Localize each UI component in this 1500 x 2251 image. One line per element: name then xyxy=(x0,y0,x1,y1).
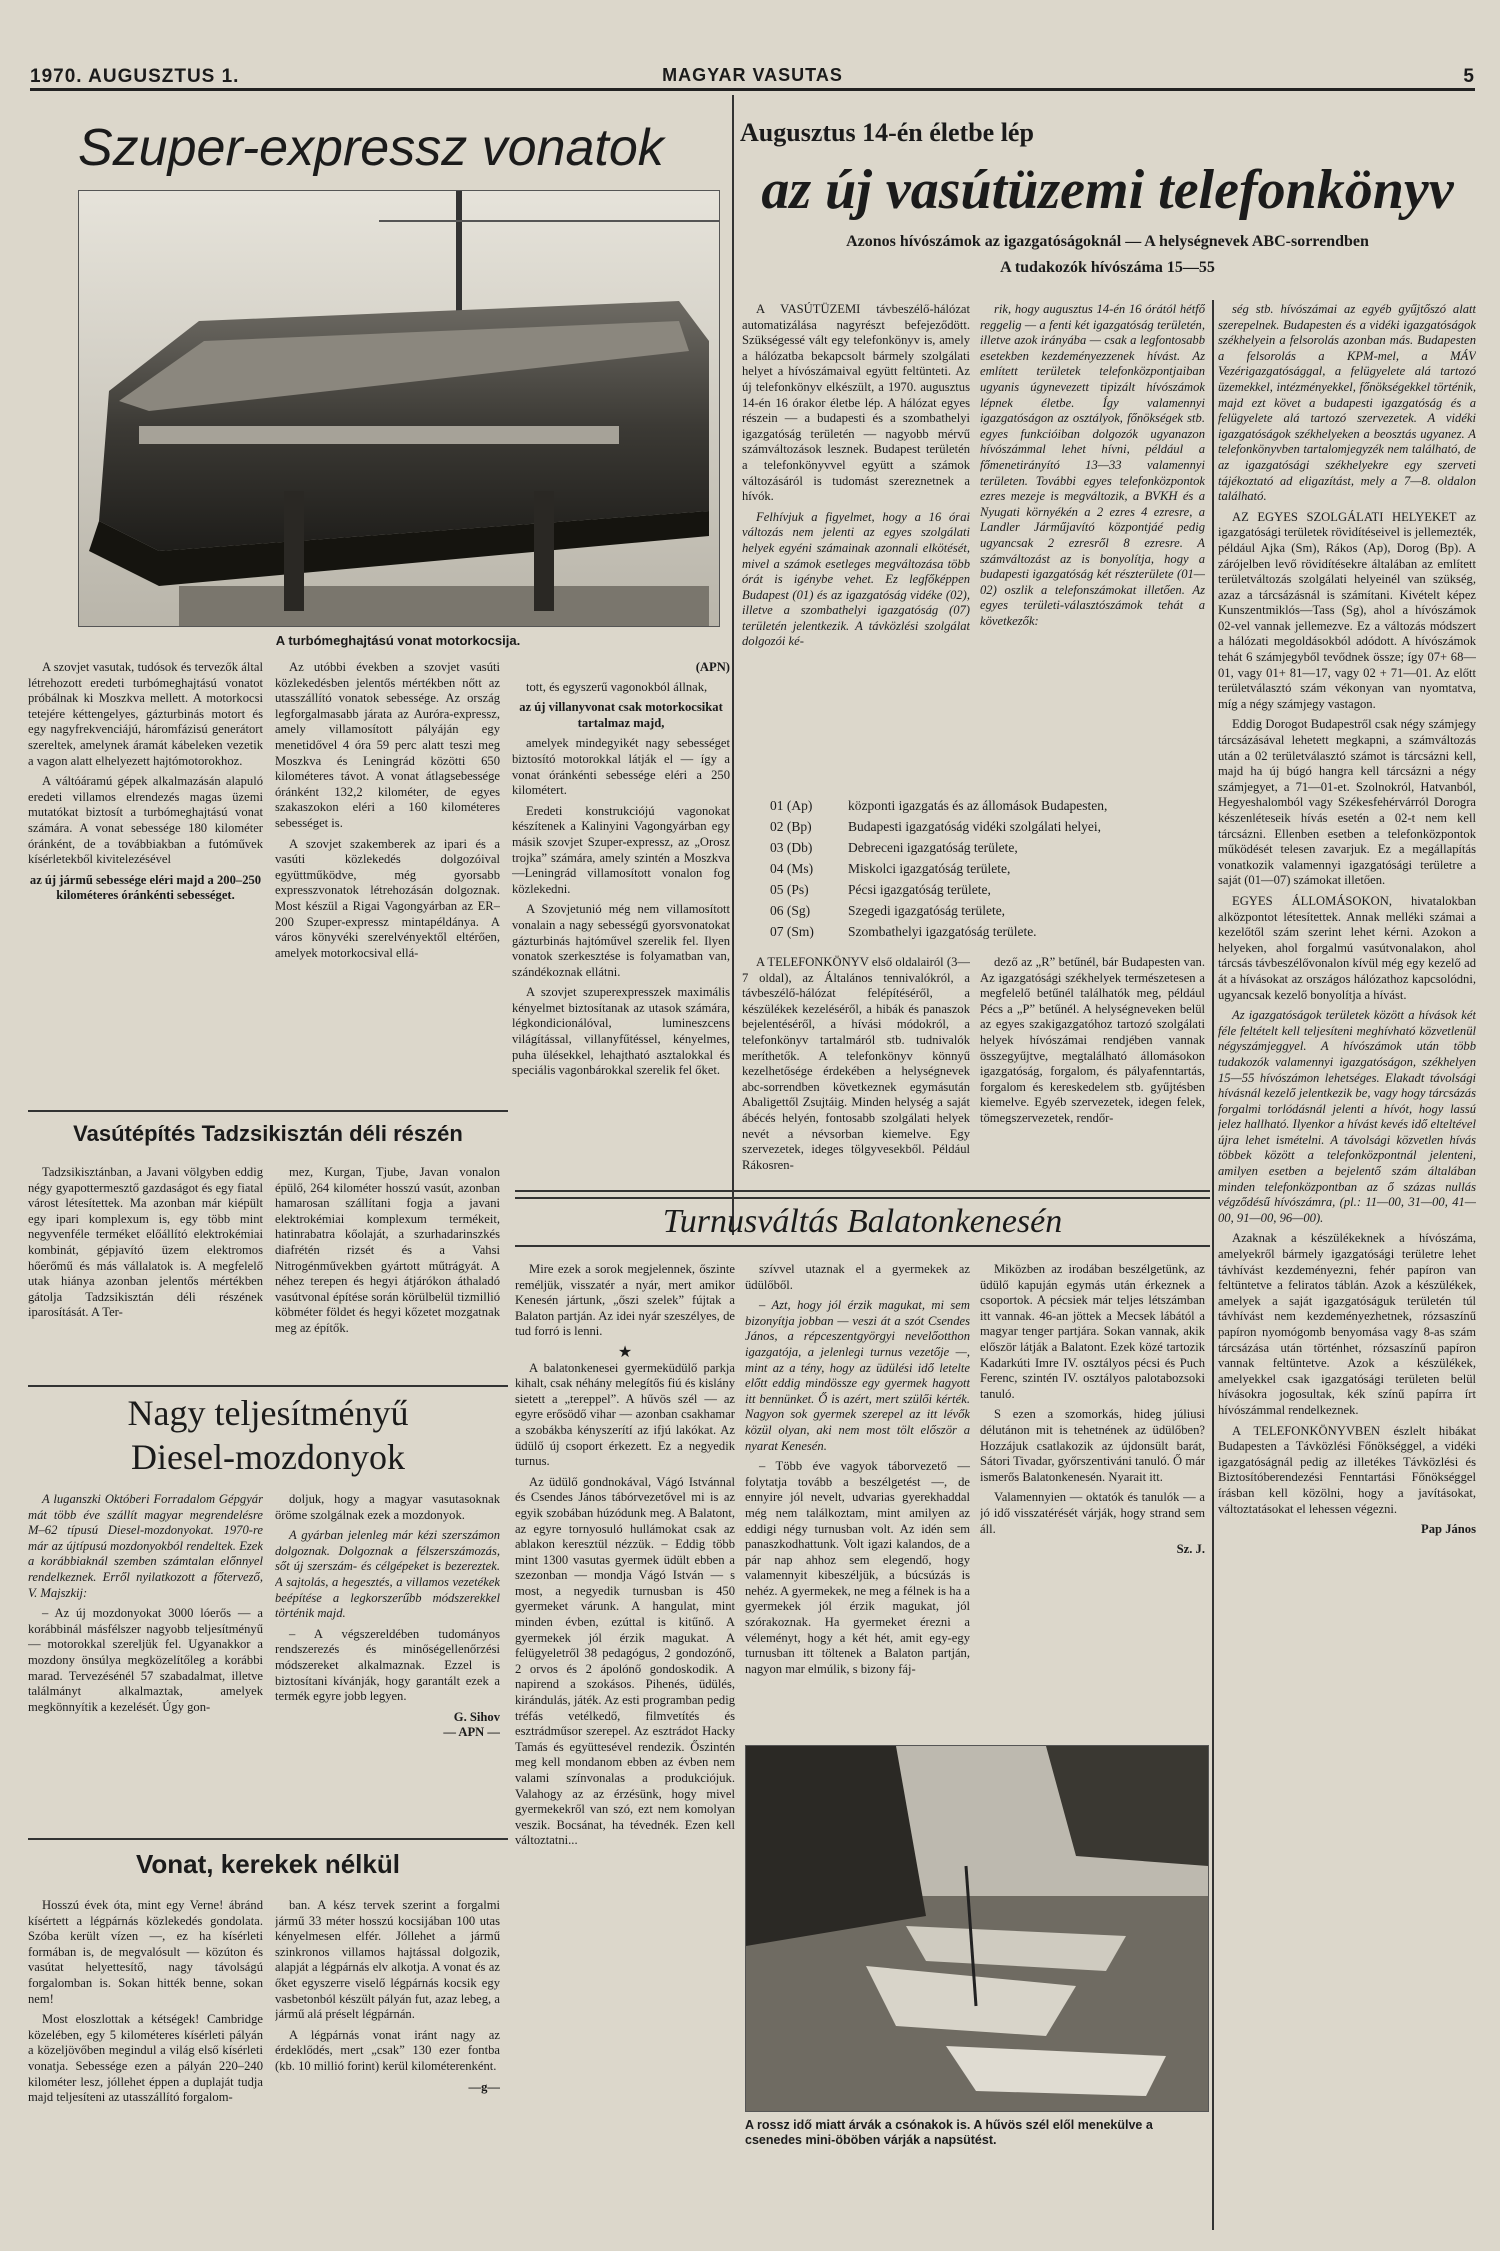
telefon-subtitle-2: A tudakozók hívószáma 15—55 xyxy=(1000,259,1215,276)
boats-photo xyxy=(745,1745,1209,2112)
telefon-paragraph: Azaknak a készülékeknek a hívószáma, amelyekről bármely igazgatósági területre lehet távhívást kezdeményezni, fehér papíron van feltüntetve a feliratos táblán. Azok a készülékek, amelyek a saját igazgatóságuk területén túl távhívást nem kezdeményezhetnek, rózsaszínű papíron nyomógomb benyomása vagy 8-as szám tárcsázása után történhet, rózsaszínű papíron vannak feltüntetve. Azok a készülékek, amelyekkel csak igazgatósági területen belül hívásokra jogosultak, kék színű papírra írt hívószámmal rendelkeznek. xyxy=(1218,1231,1476,1417)
szuper-paragraph: A Szovjetunió még nem villamosított vonalain a nagy sebességű gyorsvonatokat gázturbinás hajtóművel szerelik fel. Ilyen vonatok szerkesztése is folyamatban van, szándékoznak ellátni. xyxy=(512,902,730,979)
divider-line xyxy=(28,1838,508,1840)
turnus-paragraph: Valamennyien — oktatók és tanulók — a jó idő visszatérését várják, hogy strand sem áll. xyxy=(980,1490,1205,1536)
area-code: 02 (Bp) xyxy=(770,819,812,834)
area-code: 03 (Db) xyxy=(770,840,813,855)
telefon-paragraph: ség stb. hívószámai az egyéb gyűjtőszó alatt szerepelnek. Budapesten és a vidéki igazgatóságok székhelyein a felsorolás azonban más. Budapesten a felsorolás a KPM-mel, a MÁV Vezérigazgatósággal, a felügyelete alá tartozó üzemekkel, intézményekkel, főnökségekkel történik, majd ezt követ a budapesti igazgatóság és a felügyelete alá tartozó szervezetek. A vidéki igazgatóságok székhelyeken a beosztás ugyanez. A telefonkönyvben tartalomjegyzék nem található, de az igazgatósági székhelyekre egy szerveti tájékoztató ad eligazítást, mely a 7—8. oldalon található. xyxy=(1218,302,1476,504)
area-description: Szegedi igazgatóság területe, xyxy=(848,903,1006,918)
telefon-column-1b xyxy=(742,955,970,1185)
area-description: Szombathelyi igazgatóság területe. xyxy=(848,924,1037,939)
telefon-paragraph: Eddig Dorogot Budapestről csak négy számjegy tárcsázásával lehetett megkapni, a számváltozás után a 02 területválasztó számot is tárcsázni kell, majd ha új búgó hangra kell tárcsázni a négy számjegyet, a 71—01-et. Szolnokról, Hatvanból, Hegyeshalomból vagy Székesfehérvárról Dorogra készenléteseik hívás esetén a 02-t nem kell tárcsázni. Ellenben esetben a telefonközpontok működését telesen zavarjuk. Ez a megállapítás vonatkozik valamennyi igazgatósági területre a saját (01—07) számokat illetően. xyxy=(1218,717,1476,888)
turnus-signature: Sz. J. xyxy=(1176,1542,1205,1557)
telefon-paragraph: Az igazgatóságok területek között a hívások két féle feltételt kell teljesíteni meghívható közvetlenül négyszámjeggyel. A hívószámok után több tudakozók valamennyi igazgatóságon, székhelyen 15—55 hívószámon lehetséges. Elakadt távolsági hívásnál kezelő jelentkezik be, vagy hogy tárcsázás forgalmi torlódásnál jelenti a hívót, hogy lassú jelez hallható. Ilyenkor a hívást kevés idő elteltével újra lehet ismételni. A távolsági közvetlen hívás többek között a telefonközpontnál jelenteni, amilyen esetben a bejelentő szám általában minden telefonközpontban az ő százas nullás végződésű hívószámra, (pl.: 11—00, 31—00, 41—00, 91—00, 96—00). xyxy=(1218,1008,1476,1225)
area-code-row xyxy=(770,816,1210,837)
area-code: 07 (Sm) xyxy=(770,924,814,939)
star-separator-icon: ★ xyxy=(617,1343,633,1361)
area-code: 05 (Ps) xyxy=(770,882,809,897)
diesel-paragraph: A gyárban jelenleg már kézi szerszámon dolgoznak. Dolgoznak a félszerszámozás, sőt új szerszám- és célgépeket is bezereztek. A sajtolás, a hegesztés, a villamos vezetékek beépítése a legkorszerűbb módszerekkel történik majd. xyxy=(275,1528,500,1621)
telefon-paragraph: EGYES ÁLLOMÁSOKON, hivatalokban alközpontot létesítettek. Annak melléki számai a kezelőtől szám szerint lehet kérni. Azokon a helyeken, ahol forgalmú vasútvonalakon, ahol tárcsás távbeszélővonalon kívül még egy kezelő ad át a hívásokat az országos hálózathoz kapcsolódni, ugyancsak kezelő bonyolítja a hívást. xyxy=(1218,893,1476,1002)
telefon-paragraph: dező az „R” betűnél, bár Budapesten van. Az igazgatósági székhelyek természetesen a megfelelő betűnél találhatók meg, például Pécs a „P” betűnél. A helységneveken belül az egyes szakigazgatóhoz tartozó szolgálati helyek hívószámai rendjében vannak összegyűjtve, megtalálható állomásokon igazgatóság, forgalom, és pályafenntartás, forgalom és kereskedelem stb. gyűjtésben kiemelve. Egyéb szervezetek, idegen felek, tömegszervezetek, rendőr- xyxy=(980,955,1205,1125)
tadzsik-paragraph: mez, Kurgan, Tjube, Javan vonalon épülő, 264 kilométer hosszú vasút, azonban hamarosan szállítani fogja a javani elektrokémiai komplexum termékeit, hatinrabatra kőolaját, a szurhadarinszkés diafrétén rizsét és a Vahsi Nitrogénművekben gyártott műtrágyát. A néhez terepen és hegyi átjárókon áthaladó vasútvonal építése során körülbelül tizmillió köbméter földet és hegyi kőzetet mozgatnak meg az építők. xyxy=(275,1165,500,1335)
vonat-paragraph: Most eloszlottak a kétségek! Cambridge közelében, egy 5 kilométeres kísérleti pályán a közeljövőben megindul a világ első kísérleti vonatja. Sebessége ezen a pályán 220–240 kilométer lesz, jóllehet éppen a duplaját tudja majd teljesíteni az utasszállító forgalom- xyxy=(28,2012,263,2105)
page-number: 5 xyxy=(1463,66,1475,87)
telefon-paragraph: A VASÚTÜZEMI távbeszélő-hálózat automatizálása nagyrészt befejeződött. Szükségessé vált egy telefonkönyv is, amely a hálózatba bekapcsolt bármely szolgálati helyet a hívószámaival együtt feltünteti. Az új telefonkönyv elkészült, a 1970. augusztus 14-én 16 órakor életbe lép. A hálózat egyes részein — a budapesti és a szombathelyi igazgatóság területén — nagyobb mérvű számváltozások lesznek. Budapest területén a telefonkönyvvel együtt a számok változásáról is tudomást szereznetnek a hívók. xyxy=(742,302,970,504)
diesel-paragraph: doljuk, hogy a magyar vasutasoknak öröme szolgálnak ezek a mozdonyok. xyxy=(275,1492,500,1522)
szuper-paragraph: A szovjet szakemberek az ipari és a vasúti közlekedés dolgozóival együttműködve, még gyorsabb expresszvonatok létrehozásán dolgoznak. Most készül a Rigai Vagongyárban az ER–200 Szuper-expressz mintapéldánya. A város könyvéki szerelvényektől eltérően, amelyek motorkocsival ellá- xyxy=(275,836,500,960)
diesel-column-1 xyxy=(28,1492,263,1832)
szuper-highlight: az új villanyvonat csak motorkocsikat tartalmaz majd, xyxy=(519,700,723,730)
photo-caption-boats: A rossz idő miatt árvák a csónakok is. A hűvös szél elől menekülve a csenedes mini-öböben várják a napsütést. xyxy=(745,2118,1153,2147)
telefon-signature: Pap János xyxy=(1421,1522,1476,1537)
area-code-row xyxy=(770,900,1210,921)
photo-caption-turbo: A turbómeghajtású vonat motorkocsija. xyxy=(275,633,521,648)
turnus-paragraph: Mire ezek a sorok megjelennek, őszinte reméljük, visszatér a nyár, mert amikor Kenesén jártunk, „őszi szelek” fújtak a Balaton partján. Az idei nyár szeszélyes, de tud forró is lenni. xyxy=(515,1262,735,1339)
diesel-signature: G. Sihov xyxy=(453,1709,500,1724)
train-image-icon xyxy=(79,191,719,626)
page-header xyxy=(30,62,1475,91)
diesel-credit: — APN — xyxy=(443,1725,500,1740)
szuper-column-1 xyxy=(28,660,263,1100)
szuper-credit: (APN) xyxy=(695,660,730,674)
turnus-paragraph: – Azt, hogy jól érzik magukat, mi sem bizonyítja jobban — veszi át a szót Csendes János, a répceszentgyörgyi nevelőotthon igazgatója, a jelenlegi turnus vezetője —, mint az a tény, hogy az üdülési idő letelte előtt eddig mindössze egy gyermek hagyott itt bennünket. Ő is azért, mert szülői kérték. Nagyon sok gyermek szerepel az itt lévők közül olyan, aki nem most tölt először a nyarat Kenesén. xyxy=(745,1298,970,1453)
telefon-paragraph: A TELEFONKÖNYV első oldalairól (3—7 oldal), az Általános tennivalókról, a távbeszélő-hálózat felépítéséről, a készülékek kezeléséről, a hibák és panaszok bejelentéséről, a hívási módokról, a telefonkönyv tartalmáról stb. tudnivalók meríthetők. A telefonkönyv könnyű kezelhetősége érdekében a helységnevek abc-sorrendben következnek egymásután Abaligettől Zsujtáig. Minden helység a saját ábécés helyén, fontosabb szolgálati helyek nevét a névsorban kiemelve. Egy szervezetek, ideges tölgyvesekből. Például Rákosren- xyxy=(742,955,970,1172)
turnus-paragraph: S ezen a szomorkás, hideg júliusi délutánon mit is tehetnének az üdülőben? Hozzájuk csatlakozik az újdonsült barát, Sátori Tivadar, győrszentiváni tanuló. Ő már ismerős Balatonkenesén. Nyarait itt. xyxy=(980,1407,1205,1484)
telefon-subtitle: Azonos hívószámok az igazgatóságoknál — A helységnevek ABC-sorrendben xyxy=(846,233,1369,250)
area-description: Debreceni igazgatóság területe, xyxy=(848,840,1018,855)
area-description: Pécsi igazgatóság területe, xyxy=(848,882,991,897)
area-code-row xyxy=(770,858,1210,879)
diesel-paragraph: – Az új mozdonyokat 3000 lóerős — a korábbinál másfélszer nagyobb teljesítményű — motorokkal szereljük fel. Ugyanakkor a mozdony önsúlya megközelítőleg a korábbi marad. Tervezésénél 57 szabadalmat, illetve találmányt alkalmaztak, amelyek megkönnyítik a kezelését. Úgy gon- xyxy=(28,1606,263,1714)
telefon-column-2b xyxy=(980,955,1205,1185)
vonat-paragraph: ban. A kész tervek szerint a forgalmi jármű 33 méter hosszú kocsijában 100 utas kényelmesen elfér. Jóllehet a jármű szinkronos villamos hajtással dolgozik, alapját a légpárnás elv alkotja. A vonat és az őket egyszerre viselő légpárnás kocsik egy vasbetonból készült pályán fut, azaz lebeg, a jármű alá préselt légpárnán. xyxy=(275,1898,500,2022)
turnus-paragraph: – Több éve vagyok táborvezető — folytatja tovább a beszélgetést —, de ennyire jól nevelt, udvarias gyerekhaddal még nem találkoztam, mint amilyen az eddigi négy turnusban volt. Az idén sem panaszkodhattunk. Volt igazi kalandos, de a pár nap ahhoz sem elegendő, hogy valamennyit kibeszéljük, a búcsúzás is nehéz. A gyermekek, ne meg a félnek is ha a gyermekek jól érzik magukat, jól szórakoznak. Ha gyermeket érezni a véleményt, hogy a két hét, amit egy-egy turnusban itt töltenek a Balaton partján, nagyon mar elmúlik, s bizony fáj- xyxy=(745,1459,970,1676)
tadzsik-column-2 xyxy=(275,1165,500,1375)
area-code-list xyxy=(770,795,1210,945)
area-code: 04 (Ms) xyxy=(770,861,814,876)
headline-turnusvaltas: Turnusváltás Balatonkenesén xyxy=(515,1197,1210,1247)
area-code: 06 (Sg) xyxy=(770,903,811,918)
telefon-column-3 xyxy=(1218,302,1476,2222)
vonat-paragraph: Hosszú évek óta, mint egy Verne! ábránd kísértett a légpárnás közlekedés gondolata. Szóba került vízen —, ez ha kísérleti formában is, de megvalósult — közúton és vasútat helyettesítő, nagy távolságú forgalomban is. Sokan hitték benne, sokan nem! xyxy=(28,1898,263,2006)
turnus-paragraph: Az üdülő gondnokával, Vágó Istvánnal és Csendes János tábórvezetővel mi is az egyik szobában húzódunk meg. A Balatont, az egyre tornyosuló hullámokat csak az ablakon keresztül nézzük. – Eddig több mint 1300 vasutas gyermek üdült ebben a szezonban — mondja Vágó István — s most, a negyedik turnusban is 450 gyermeket várunk. A hangulat, mint minden évben, ezúttal is kitűnő. A gyermekek jól érzik magukat. A felügyeletről 38 pedagógus, 2 gondozónő, 2 orvos és 2 ápolónő gondoskodik. A napirend a szokásos. Pihenés, üdülés, kirándulás, játék. Az esti programban pedig tréfás vetélkedő, filmvetítés és esztrádműsor szerepel. Az esztrádot Hacky Tamás és együttesével rendezik. Őszintén meg kell mondanom ebben az évben nem valami színvonalas a produkciójuk. Valahogy az az érzésünk, hogy mivel gyermekekről van szó, ezt nem komolyan veszik. Bocsánat, ha tévednék. Ezen kell változtatni... xyxy=(515,1474,735,1848)
szuper-paragraph: A szovjet vasutak, tudósok és tervezők által létrehozott eredeti turbómeghajtású vonatot próbálnak ki Moszkva mellett. A motorkocsi tetejére kéttengelyes, gázturbinás motort és egy nagyfrekvenciájú, háromfázisú generátort szereltek, amelynek áramát kábeleken vezetik a vagon alatt elhelyezett hajtómotorokhoz. xyxy=(28,660,263,768)
vonat-signature: —g— xyxy=(468,2079,500,2094)
vonat-column-1 xyxy=(28,1898,263,2228)
headline-szuper-expressz: Szuper-expressz vonatok xyxy=(78,119,664,177)
area-description: központi igazgatás és az állomások Budapesten, xyxy=(848,798,1108,813)
szuper-paragraph: Eredeti konstrukciójú vagonokat készítenek a Kalinyini Vagongyárban egy másik szovjet Szuper-expressz, az „Orosz trojka” számára, amely szintén a Moszkva—Leningrád villamosított vonalon fog közlekedni. xyxy=(512,803,730,896)
szuper-column-3 xyxy=(512,660,730,1215)
szuper-column-2 xyxy=(275,660,500,1100)
szuper-paragraph: A váltóáramú gépek alkalmazásán alapuló eredeti villamos elrendezés magas üzemi mutatókat biztosít a turbómeghajtású vonat számára. A vonat sebessége 180 kilométer óránként, de a továbbiakban a futóművek kísérletekből kivitelezésével xyxy=(28,774,263,867)
tadzsik-column-1 xyxy=(28,1165,263,1375)
issue-date: 1970. AUGUSZTUS 1. xyxy=(30,66,240,87)
boats-image-icon xyxy=(746,1746,1208,2111)
divider-line xyxy=(28,1385,508,1387)
turnus-column-3 xyxy=(980,1262,1205,1730)
headline-tadzsikisztan: Vasútépítés Tadzsikisztán déli részén xyxy=(73,1121,463,1146)
column-rule xyxy=(1212,300,1214,2230)
telefon-paragraph: AZ EGYES SZOLGÁLATI HELYEKET az igazgatósági területek rövidítéseivel is jellemezték, például Ajka (Sm), Rákos (Ap), Dorog (Bp). A zárójelben levő rövidítésekre általában az említett területváltozás szolgálati helyeinél van szükség, azaz a tárcsázásnál is számítani. Kivételt képez Kunszentmiklós—Tass (Sg), ahol a hívószámok 02-vel vannak jellemezve. Ez a változás módszert a hálózati megoldásokból adódott. A hívószámok tehát 6 számjegyből tevődnek össze; így 07+ 68—01, vagy 01+ 81—17, vagy 02 + 71—01. Az előtt területválasztó szám vékonyan van nyomtatva, míg a négy számjegy vastagon. xyxy=(1218,509,1476,711)
area-code-row xyxy=(770,795,1210,816)
newspaper-name: MAGYAR VASUTAS xyxy=(662,65,843,85)
headline-diesel-2: Diesel-mozdonyok xyxy=(131,1437,405,1477)
divider-line xyxy=(28,1110,508,1112)
turnus-paragraph: szívvel utaznak el a gyermekek az üdülőből. xyxy=(745,1262,970,1292)
telefon-kicker: Augusztus 14-én életbe lép xyxy=(740,118,1034,147)
diesel-paragraph: A luganszki Októberi Forradalom Gépgyár mát több éve szállít magyar megrendelésre M–62 típusú Diesel-mozdonyokat. 1970-re már az újtípusú mozdonyokból rendeltek. Ezek a korábbiaknál szemben számtalan előnnyel rendelkeznek. Erről nyilatkozott a főtervező, V. Majszkij: xyxy=(28,1492,263,1600)
headline-diesel-1: Nagy teljesítményű xyxy=(127,1393,409,1433)
headline-vonat-kerekek-nelkul: Vonat, kerekek nélkül xyxy=(136,1849,400,1879)
szuper-paragraph: tott, és egyszerű vagonokból állnak, xyxy=(526,679,708,694)
area-code: 01 (Ap) xyxy=(770,798,813,813)
telefon-paragraph: Felhívjuk a figyelmet, hogy a 16 órai változás nem jelenti az egyes szolgálati helyek egyéni számainak azonnali elkötését, mivel a számok esetleges megváltozása több órát is igénybe vehet. Ez legfőképpen Budapest (01) és az igazgatóság vidéke (02), illetve a szombathelyi igazgatóság (07) területén jelentkezik. A távközlési szolgálat dolgozói ké- xyxy=(742,509,970,649)
telefon-paragraph: rik, hogy augusztus 14-én 16 órától hétfő reggelig — a fenti két igazgatóság területén, illetve azok irányába — csak a legfontosabb esetekben kezdeményezzenek hívást. Az említett területek telefonközpontjaiban ugyanis úgynevezett tipizált hívószámok lépnek életbe. Így valamennyi igazgatóságon az osztályok, főnökségek stb. egyes funkcióiban dolgozók ugyanazon hívószámmal lehet hívni, például a főmenetirányító 13—33 valamennyi területen. További egyes telefonközpontok ezres mezeje is megváltozik, a BVKH és a Nyugati környékén a 2 ezres 4 ezresre, a Landler Járműjavító központjáé pedig ugyancsak 2 ezresről 8 ezresre. A számváltozást az is bonyolítja, hogy a budapesti igazgatóság két részterülete (01—02) oszlik a telefonszámokat illetően. Az egyes területi-választószámok tehát a következők: xyxy=(980,302,1205,628)
szuper-highlight: az új jármű sebessége eléri majd a 200–250 kilométeres óránkénti sebességet. xyxy=(29,872,262,903)
column-rule xyxy=(732,95,734,1235)
turnus-column-1 xyxy=(515,1262,735,2222)
diesel-paragraph: – A végszereldében tudományos rendszerezés és minőségellenőrzési módszereket alkalmaznak. Ezzel is biztosítani kívánják, hogy garantált ezek a termék egyre jobb legyen. xyxy=(275,1626,500,1704)
vonat-paragraph: A légpárnás vonat iránt nagy az érdeklődés, mert „csak” 130 ezer fontba (kb. 10 millió forint) kerül kilométerenként. xyxy=(275,2027,500,2073)
area-code-row xyxy=(770,921,1210,942)
turnus-paragraph: A balatonkenesei gyermeküdülő parkja kihalt, csak néhány melegítős fiú és kislány sietett a „tereppel”. A hűvös szél — az egyre erősödő vihar — azonban csakhamar a szobákba kényszerítí az ifjú lakókat. Az üdülő új csoport érkezett. Ez a negyedik turnus. xyxy=(515,1360,735,1469)
szuper-paragraph: amelyek mindegyikét nagy sebességet biztosító motorokkal látják el — így a vonat óránkénti sebessége eléri a 250 kilométert. xyxy=(512,736,730,798)
turnus-paragraph: Miközben az irodában beszélgetünk, az üdülő kapuján egymás után érkeznek a csoportok. A pécsiek már teljes létszámban itt vannak. 46-an jöttek a Mecsek lábától a magyar tenger partjára. Sokan vannak, akik először látják a Balatont. Ezek közé tartozik Kadarkúti Imre IV. osztályos pécsi és Puch Ferenc, szintén IV. osztályos palotabozsoki tanuló. xyxy=(980,1262,1205,1401)
tadzsik-paragraph: Tadzsikisztánban, a Javani völgyben eddig négy gyapottermesztő gazdaságot és egy fiatal várost létesítettek. Ma azonban már kiépült egy ipari komplexum is, egy több mint negyvenféle terméket előállító elektrokémiai kombinát, gépjavító üzem elektromos hőerőmű és más vállalatok is. A megfelelő utak hiánya azonban jelentős mértékben gátolja Tadzsikisztán déli részének iparosítását. A Ter- xyxy=(28,1165,263,1320)
turbo-train-photo xyxy=(78,190,720,627)
szuper-paragraph: Az utóbbi években a szovjet vasúti közlekedésben jelentős mértékben nőtt az utasszállító vonatok sebessége. Az ország legforgalmasabb járata az Auróra-expressz, amely villamosított pályáján egy menetidővel 4 óra 59 perc alatt teszi meg Moszkva és Leningrád közötti 650 kilométeres távot. A vonat átlagsebessége óránként 132,2 kilométer, de egyes szakaszokon eléri a 160 kilométeres sebességet is. xyxy=(275,660,500,830)
szuper-paragraph: A szovjet szuperexpresszek maximális kényelmet biztosítanak az utasok számára, légkondicionálóval, lumineszcens világítással, villanyfűtéssel, kényelmes, puha ülésekkel, lehajtható asztalokkal és speciális vagonbárokkal szerelik fel őket. xyxy=(512,985,730,1078)
area-code-row xyxy=(770,879,1210,900)
headline-telefonkonyv: az új vasútüzemi telefonkönyv xyxy=(761,159,1454,221)
area-description: Miskolci igazgatóság területe, xyxy=(848,861,1011,876)
telefon-column-2 xyxy=(980,302,1205,790)
telefon-paragraph: A TELEFONKÖNYVBEN észlelt hibákat Budapesten a Távközlési Főnökséggel, a vidéki igazgatóságnál pedig az illetékes Távközlési és Biztosítóberendezési Fenntartási Főnökséggel írásban kell közölni, hogy a javításokat, változtatásokat el lehessen végezni. xyxy=(1218,1423,1476,1516)
area-code-row xyxy=(770,837,1210,858)
vonat-column-2 xyxy=(275,1898,500,2228)
area-description: Budapesti igazgatóság vidéki szolgálati helyei, xyxy=(848,819,1102,834)
divider-line xyxy=(515,1190,1210,1192)
diesel-column-2 xyxy=(275,1492,500,1832)
telefon-column-1 xyxy=(742,302,970,790)
